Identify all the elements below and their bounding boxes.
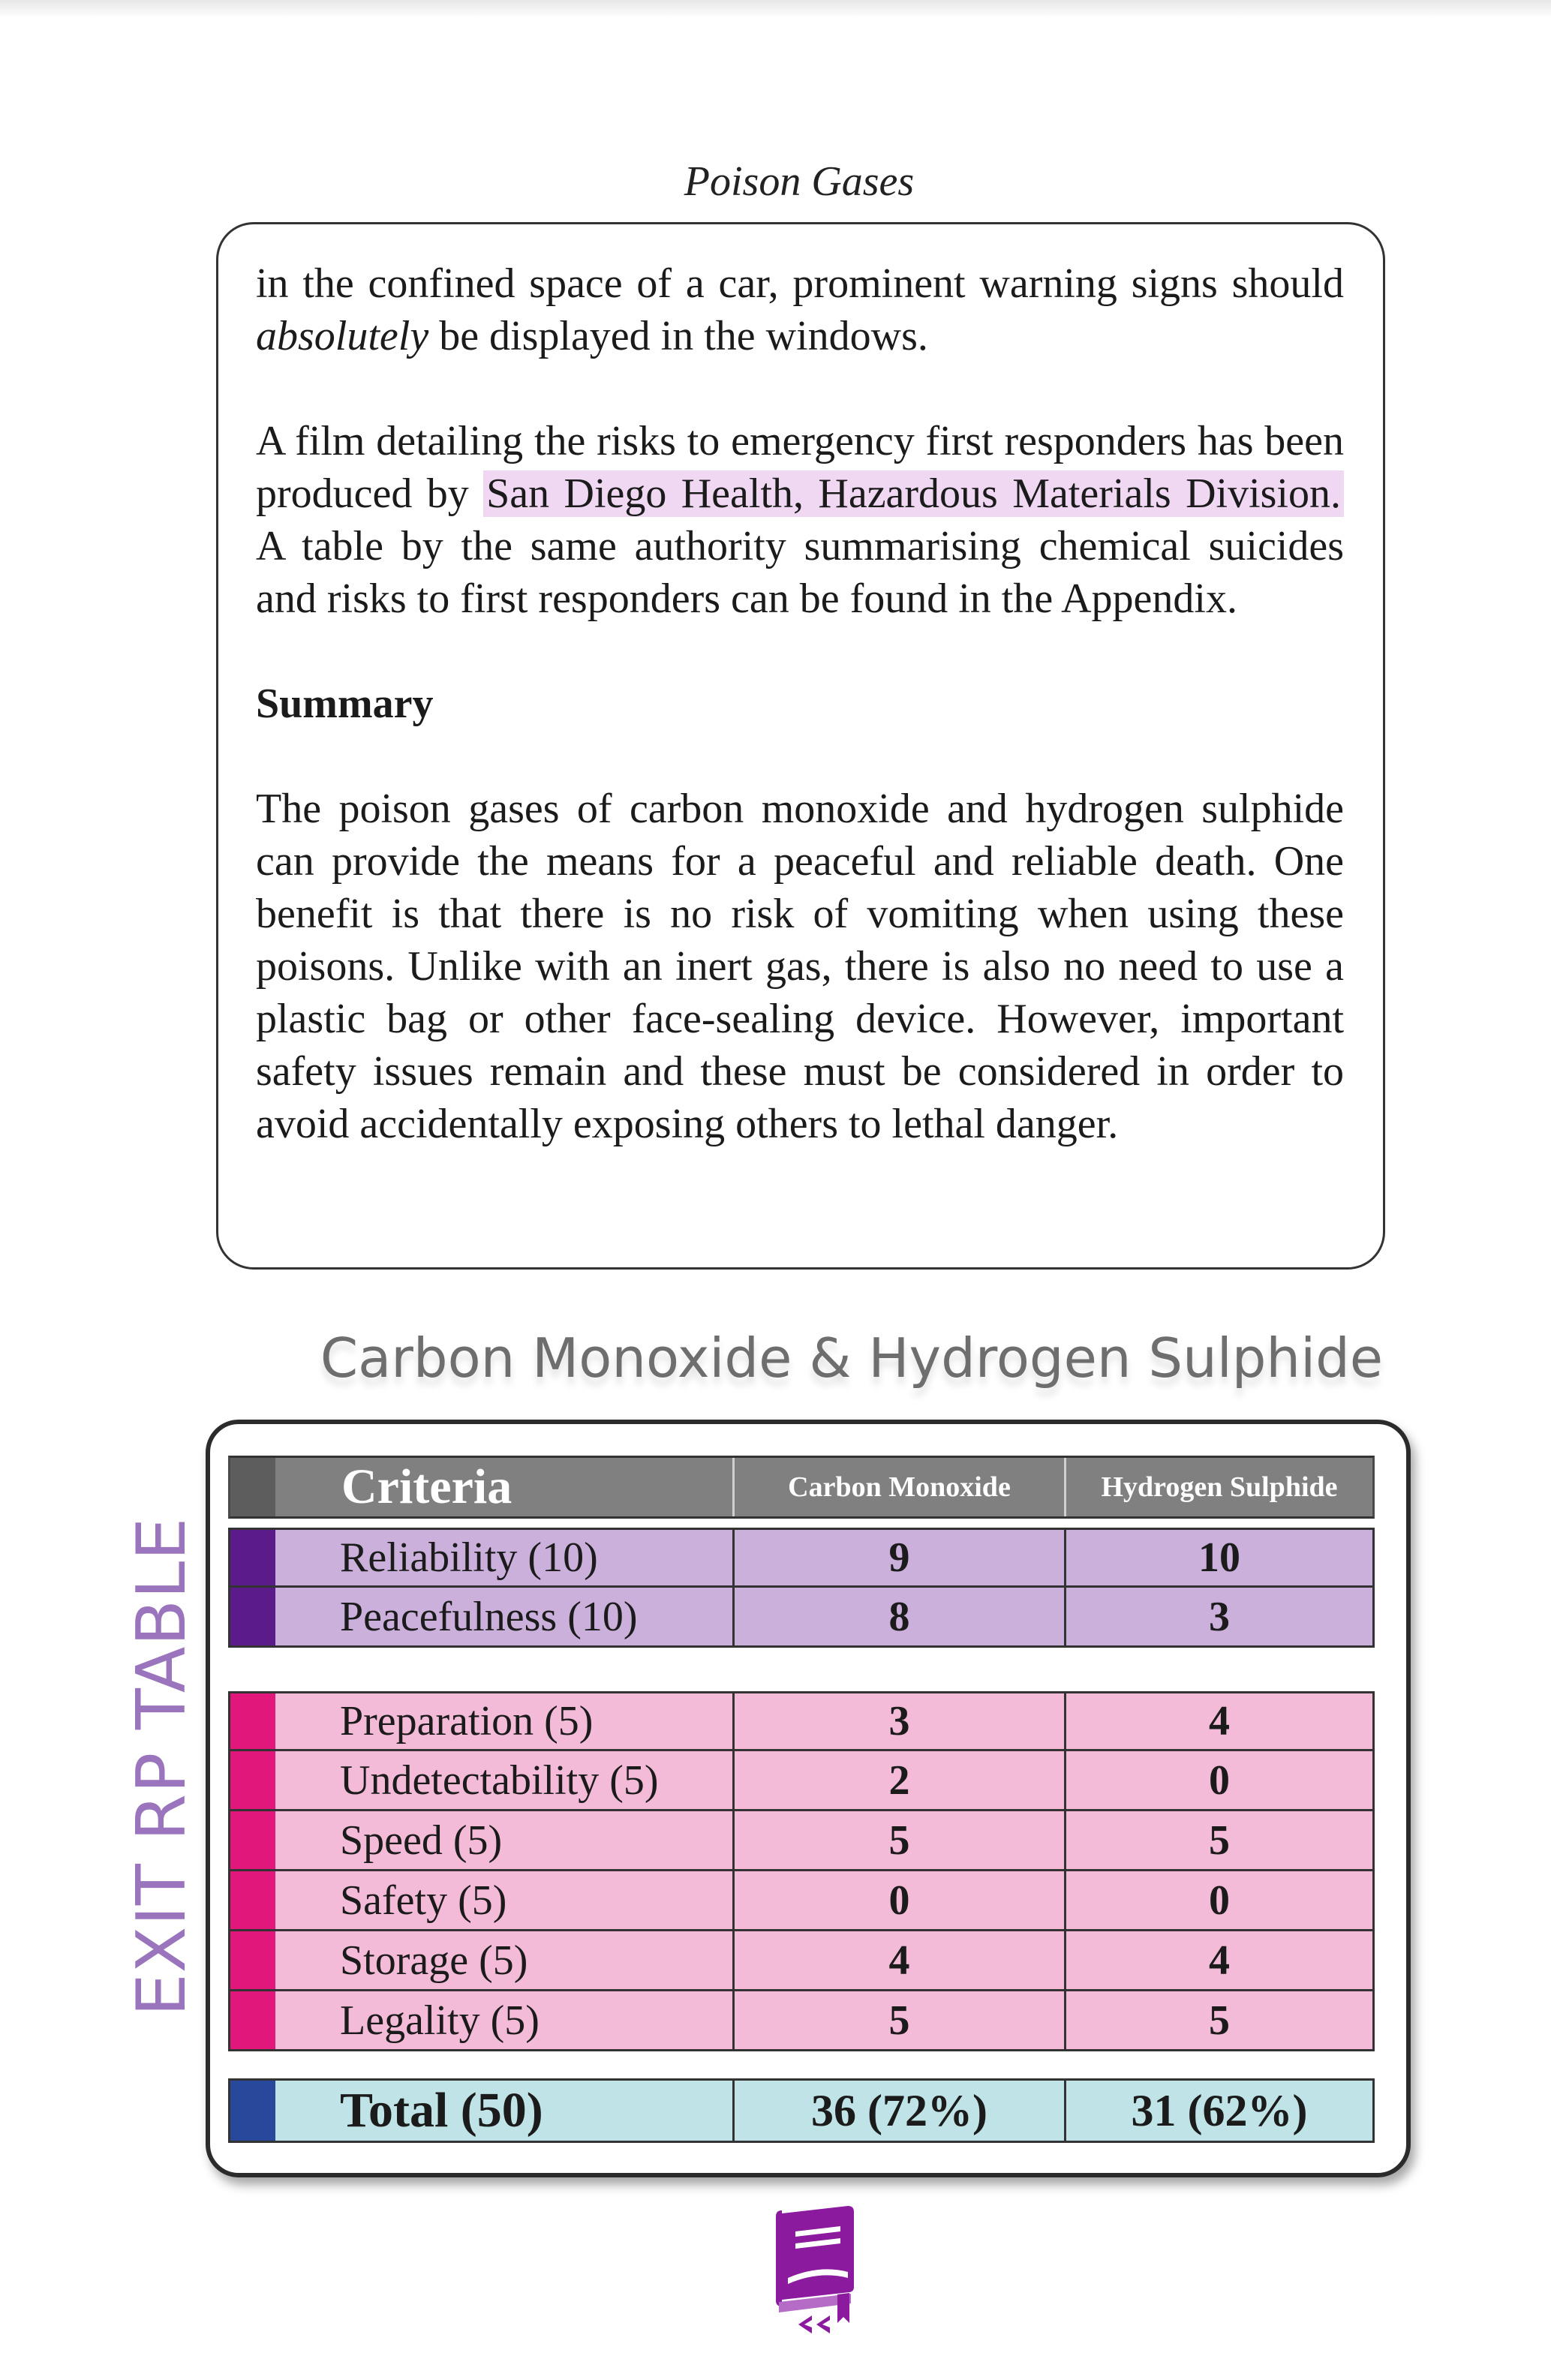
- row-criteria: Peacefulness (10): [275, 1588, 735, 1645]
- header-carbon-monoxide: Carbon Monoxide: [735, 1458, 1066, 1516]
- table-row: [228, 1811, 1375, 1871]
- row-criteria: Storage (5): [275, 1931, 735, 1989]
- row-hydrogen-sulphide: 10: [1198, 1534, 1240, 1581]
- row-criteria: Preparation (5): [275, 1693, 735, 1749]
- table-row: [228, 1691, 1375, 1751]
- row-hydrogen-sulphide: 4: [1209, 1698, 1230, 1744]
- group-stripe-pink: [230, 1751, 275, 1809]
- table-row: [228, 1991, 1375, 2051]
- table-header-row: [228, 1456, 1375, 1519]
- header-hydrogen-sulphide: Hydrogen Sulphide: [1101, 1471, 1338, 1503]
- row-hydrogen-sulphide: 0: [1209, 1877, 1230, 1924]
- summary-paragraph: The poison gases of carbon monoxide and hydrogen sulphide can provide the means for a peaceful and reliable death. One benefit is that there is no risk of vomiting when using these poisons. Unlike with an inert gas, there is also no need to use a plastic bag or other face-sealing device. However, important safety issues remain and these must be considered in order to avoid accidentally exposing others to lethal danger.: [256, 786, 1344, 1147]
- san-diego-link[interactable]: San Diego Health, Hazardous Materials Division.: [483, 470, 1344, 517]
- paragraph-2: A film detailing the risks to emergency first responders has been produced by San Diego Health, Hazardous Materials Division. A table by the same authority summarising chemical suicides and risks to first responders can be found in the Appendix.: [256, 418, 1344, 622]
- row-criteria: Safety (5): [275, 1871, 735, 1929]
- header-stripe: [230, 1458, 275, 1516]
- group-stripe-purple: [230, 1588, 275, 1645]
- table-row: [228, 1528, 1375, 1588]
- row-carbon-monoxide: 4: [735, 1931, 1066, 1989]
- book-back-icon-graphic: [759, 2203, 872, 2345]
- total-carbon-monoxide: 36 (72%): [735, 2081, 1066, 2141]
- row-carbon-monoxide: 2: [735, 1751, 1066, 1809]
- row-hydrogen-sulphide: 5: [1209, 1817, 1230, 1864]
- total-hydrogen-sulphide: 31 (62%): [1131, 2085, 1308, 2135]
- row-carbon-monoxide: 0: [735, 1871, 1066, 1929]
- row-carbon-monoxide: 5: [735, 1811, 1066, 1869]
- viewer-top-edge: [0, 0, 1551, 18]
- group-stripe-pink: [230, 1991, 275, 2049]
- table-row: [228, 1751, 1375, 1811]
- group-stripe-pink: [230, 1811, 275, 1869]
- row-carbon-monoxide: 5: [735, 1991, 1066, 2049]
- group-stripe-purple: [230, 1530, 275, 1585]
- book-back-icon[interactable]: [759, 2203, 872, 2345]
- total-criteria: Total (50): [275, 2081, 735, 2141]
- row-criteria: Undetectability (5): [275, 1751, 735, 1809]
- group-stripe-pink: [230, 1871, 275, 1929]
- group-stripe-pink: [230, 1931, 275, 1989]
- row-hydrogen-sulphide: 5: [1209, 1997, 1230, 2044]
- row-criteria: Legality (5): [275, 1991, 735, 2049]
- row-hydrogen-sulphide: 4: [1209, 1937, 1230, 1984]
- row-carbon-monoxide: 9: [735, 1530, 1066, 1585]
- row-hydrogen-sulphide: 0: [1209, 1756, 1230, 1804]
- row-carbon-monoxide: 8: [735, 1588, 1066, 1645]
- row-criteria: Reliability (10): [275, 1530, 735, 1585]
- exit-rp-table-label: EXIT RP TABLE: [122, 1516, 202, 2016]
- header-criteria: Criteria: [275, 1458, 735, 1516]
- paragraph-1: in the confined space of a car, prominent warning signs should absolutely be displayed in the windows.: [256, 260, 1344, 359]
- text-box: [216, 222, 1385, 1270]
- group-stripe-blue: [230, 2081, 275, 2141]
- running-head: Poison Gases: [684, 158, 915, 205]
- table-row: [228, 1588, 1375, 1648]
- table-row: [228, 1871, 1375, 1931]
- table-total-row: [228, 2078, 1375, 2143]
- summary-heading: Summary: [256, 681, 434, 727]
- table-row: [228, 1931, 1375, 1991]
- row-carbon-monoxide: 3: [735, 1693, 1066, 1749]
- table-title: Carbon Monoxide & Hydrogen Sulphide: [320, 1327, 1384, 1390]
- row-hydrogen-sulphide: 3: [1209, 1593, 1230, 1640]
- emphasis-absolutely: absolutely: [256, 313, 429, 359]
- group-stripe-pink: [230, 1693, 275, 1749]
- row-criteria: Speed (5): [275, 1811, 735, 1869]
